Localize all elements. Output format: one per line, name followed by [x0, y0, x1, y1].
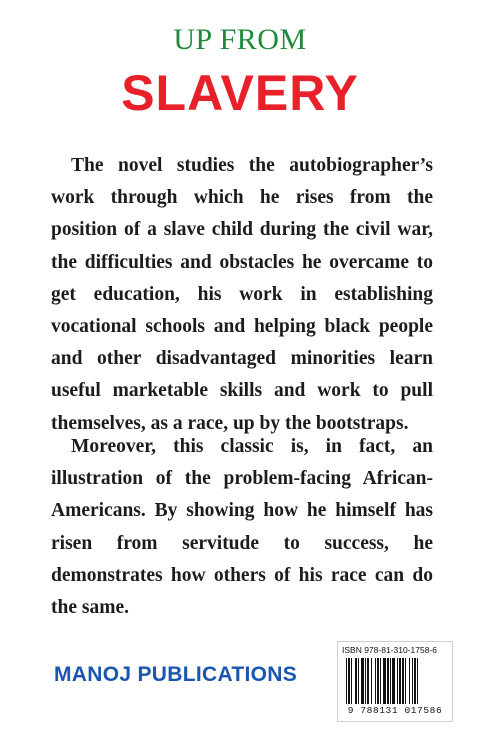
- barcode-digits: 9 788131 017586: [347, 705, 443, 716]
- publisher-name: MANOJ PUBLICATIONS: [54, 663, 298, 686]
- isbn-label: ISBN 978-81-310-1758-6: [342, 645, 437, 655]
- isbn-barcode-block: [337, 641, 453, 722]
- blurb-paragraph-1: The novel studies the autobiographer’s work through which he rises from the position of a slave child during the civil war, the difficulties and obstacles he overcame to get education, his work in establishing vocational schools and helping black people and other disadvantaged minorities learn useful marketable skills and work to pull themselves, as a race, up by the bootstraps.: [51, 155, 433, 434]
- barcode-icon: [344, 658, 446, 704]
- title-line-up-from: UP FROM: [173, 23, 307, 56]
- blurb-paragraph-2: Moreover, this classic is, in fact, an illustration of the problem-facing African-Americans. By showing how he himself has risen from servitude to success, he demonstrates how others of his race can do the same.: [51, 436, 433, 619]
- title-line-slavery: SLAVERY: [121, 65, 359, 121]
